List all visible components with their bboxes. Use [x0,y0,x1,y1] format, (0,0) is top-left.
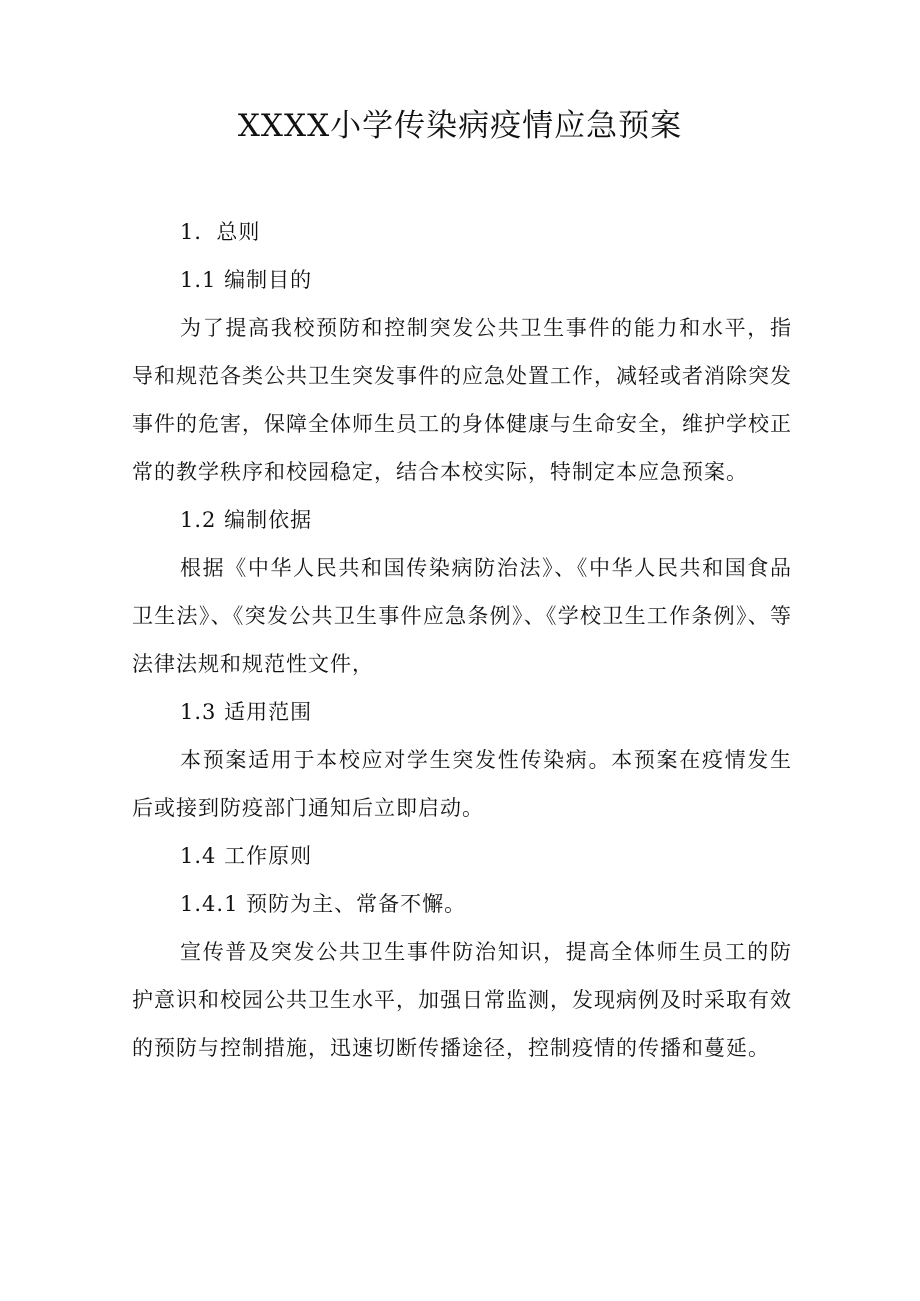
document-title: XXXX小学传染病疫情应急预案 [237,108,683,144]
section-body-purpose: 为了提高我校预防和控制突发公共卫生事件的能力和水平，指导和规范各类公共卫生突发事件的应急处置工作，减轻或者消除突发事件的危害，保障全体师生员工的身体健康与生命安全，维护学校正常的教学秩序和校园稳定，结合本校实际，特制定本应急预案。 [132,316,792,484]
section-heading-purpose: 1.1 编制目的 [180,268,313,292]
section-heading-general: 1．总则 [180,220,261,244]
section-heading-basis: 1.2 编制依据 [180,508,313,532]
section-body-scope: 本预案适用于本校应对学生突发性传染病。本预案在疫情发生后或接到防疫部门通知后立即启动。 [132,748,792,820]
document-body [132,208,792,1072]
section-body-basis: 根据《中华人民共和国传染病防治法》、《中华人民共和国食品卫生法》、《突发公共卫生事件应急条例》、《学校卫生工作条例》、等法律法规和规范性文件， [132,556,792,676]
section-body-prevention: 宣传普及突发公共卫生事件防治知识，提高全体师生员工的防护意识和校园公共卫生水平，加强日常监测，发现病例及时采取有效的预防与控制措施，迅速切断传播途径，控制疫情的传播和蔓延。 [132,940,792,1060]
section-heading-prevention: 1.4.1 预防为主、常备不懈。 [180,892,467,916]
section-heading-principles: 1.4 工作原则 [180,844,313,868]
section-heading-scope: 1.3 适用范围 [180,700,313,724]
